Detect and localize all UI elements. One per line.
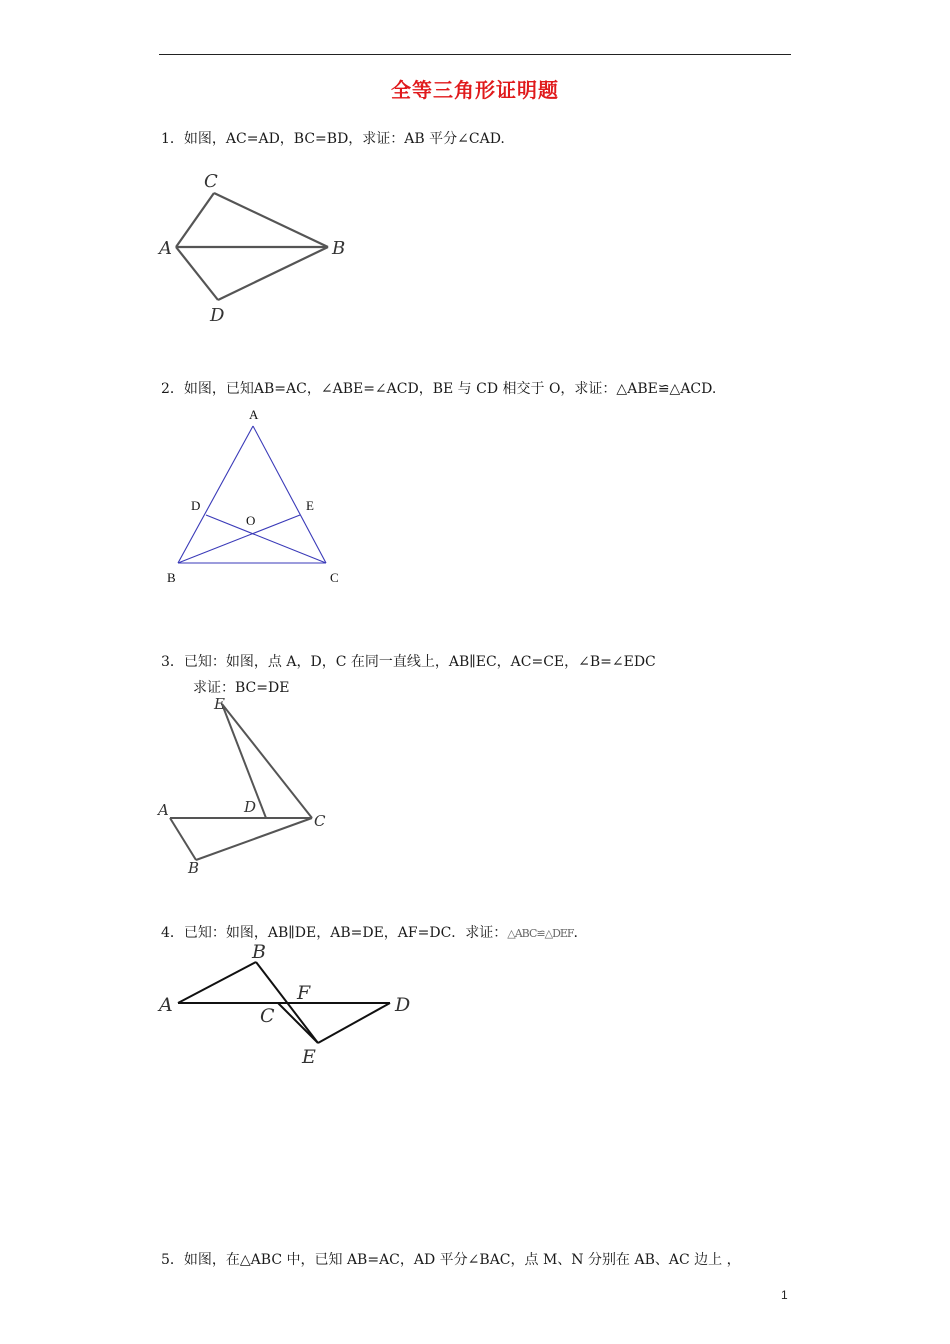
segment-EC bbox=[222, 704, 312, 818]
label-B: B bbox=[167, 570, 176, 585]
segment-AB bbox=[170, 818, 196, 860]
segment-FE bbox=[278, 1003, 318, 1043]
problem-4-formula: △ABC≌△DEF bbox=[507, 927, 574, 940]
label-C: C bbox=[260, 1005, 275, 1027]
segment-DB bbox=[218, 247, 328, 300]
segment-AB bbox=[178, 426, 256, 563]
label-B: B bbox=[252, 941, 266, 963]
problem-3-text: 3．已知：如图，点 A，D，C 在同一直线上，AB∥EC，AC=CE，∠B=∠EDC bbox=[161, 654, 656, 670]
label-D: D bbox=[210, 305, 225, 326]
label-C: C bbox=[330, 570, 339, 585]
segment-AC bbox=[253, 426, 326, 563]
problem-1-text: 1．如图，AC=AD，BC=BD，求证：AB 平分∠CAD. bbox=[161, 131, 505, 147]
header-rule bbox=[159, 54, 791, 55]
label-E: E bbox=[214, 695, 225, 713]
figure-2-isosceles-triangle bbox=[160, 400, 360, 590]
problem-5-text: 5．如图，在△ABC 中，已知 AB=AC，AD 平分∠BAC，点 M、N 分别在 AB、AC 边上 ， bbox=[161, 1252, 741, 1268]
label-D: D bbox=[191, 498, 201, 513]
label-E: E bbox=[302, 1046, 316, 1068]
label-A: A bbox=[159, 994, 173, 1016]
label-A: A bbox=[159, 238, 172, 259]
page-number: 1 bbox=[781, 1288, 788, 1302]
label-D: D bbox=[395, 994, 411, 1016]
label-A: A bbox=[249, 407, 259, 422]
label-O: O bbox=[246, 513, 256, 528]
problem-2-text: 2．如图，已知AB=AC，∠ABE=∠ACD，BE 与 CD 相交于 O，求证：△ABE≌△ACD. bbox=[161, 381, 717, 397]
figure-4 bbox=[150, 935, 430, 1075]
segment-AC bbox=[176, 193, 214, 247]
label-B: B bbox=[332, 238, 346, 259]
problem-4-period: . bbox=[573, 925, 578, 941]
segment-AB bbox=[178, 962, 256, 1003]
figure-3 bbox=[150, 690, 350, 880]
segment-CB bbox=[214, 193, 328, 247]
label-B: B bbox=[188, 859, 200, 877]
label-F: F bbox=[297, 982, 311, 1004]
problem-4-statement: 4．已知：如图，AB∥DE，AB=DE，AF=DC．求证： bbox=[161, 925, 508, 941]
label-E: E bbox=[306, 498, 314, 513]
segment-BE bbox=[178, 515, 300, 563]
segment-AD bbox=[176, 247, 218, 300]
label-D: D bbox=[244, 798, 257, 816]
segment-BC bbox=[196, 818, 312, 860]
problem-3-prove-text: 求证：BC=DE bbox=[193, 680, 290, 696]
label-C: C bbox=[204, 171, 218, 192]
segment-CD bbox=[206, 515, 326, 563]
page-title: 全等三角形证明题 bbox=[391, 78, 559, 102]
figure-1-kite bbox=[150, 165, 370, 330]
segment-ED bbox=[318, 1003, 390, 1043]
label-C: C bbox=[314, 812, 326, 830]
label-A: A bbox=[158, 801, 169, 819]
